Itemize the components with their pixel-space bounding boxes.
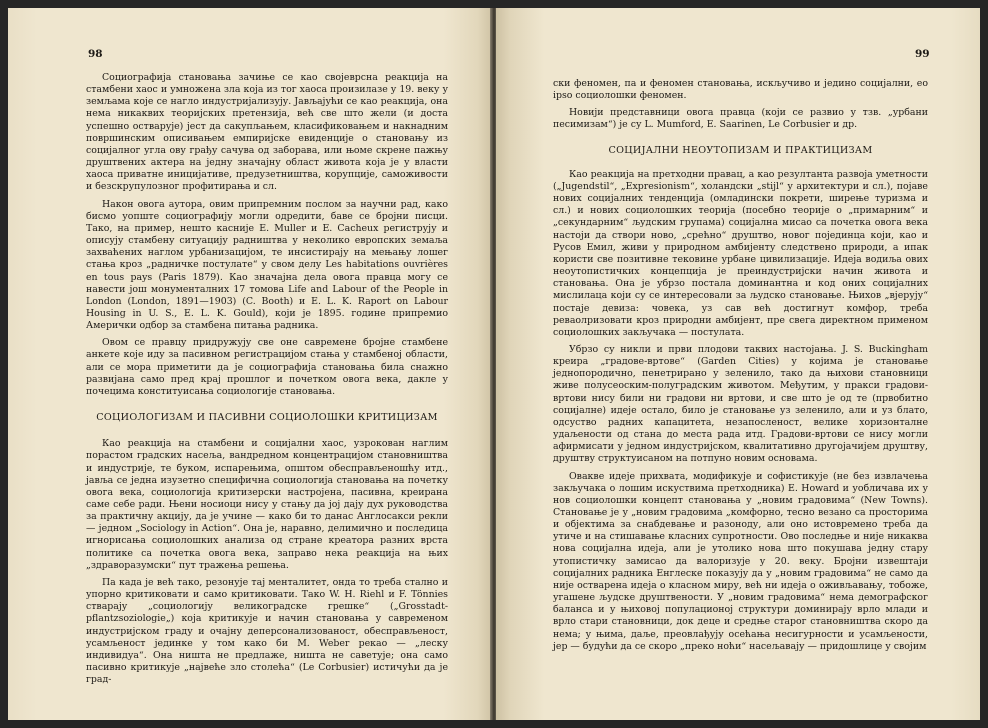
- left-page: [8, 8, 492, 720]
- section-heading: СОЦИЈАЛНИ НЕОУТОПИЗАМ И ПРАКТИЦИЗАМ: [608, 144, 873, 156]
- paragraph: Као реакција на стамбени и социјални хаос, узрокован наглим порастом градских насеља, вандредном концентрацијом становништва и индустрије, те буком, испарењима, општом обесправљеношћу итд., јавља се једна изузетно специфична социологија становања на почетку овога века, социологија критизерски настројена, пасивна, креирана саме себе ради. Њени носиоци нису у стању да јој дају дух руководства за практичну акцију, да је учине — како би то данас Англосакси рекли — једном „Sociology in Action“. Она је, наравно, делимично и последица игнорисања социолошких анализа од стране креатора разних врста политике са почетка овога века, заправо нека реакција на њих „здраворазумски“ пут тражења решења.: [86, 438, 448, 571]
- page-number-left: 98: [88, 48, 103, 60]
- paragraph: Овом се правцу придружују све оне савремене бројне стамбене анкете које иду за пасивном регистрацијом стања у стамбеној области, али се мора приметити да је социографија становања била снажно развијана само пред крај прошлог и почетком овога века, дакле у почецима конституисања социологије становања.: [86, 337, 448, 397]
- paragraph: Социографија становања зачиње се као својеврсна реакција на стамбени хаос и умножена зла која из тог хаоса произилазе у 19. веку у земљама које се нагло индустријализују. Јављајући се као реакција, она нема никаквих теоријских претензија, већ све што жели (и доста успешно остварује) јест да сакупљањем, класификовањем и накнадним површинским описивањем емпиријске евиденције о становању из социјалног угла ову грађу сачува од заборава, или њоме скрене пажњу друштвених актера на једну значајну област живота која је у власти хаоса приватне иницијативе, предузетништва, корупције, саможивости и безскрупулозног профитирања и сл.: [86, 72, 448, 193]
- paragraph: Убрзо су никли и први плодови таквих настојања. J. S. Buckingham креира „градове-вртове“ (Garden Cities) у којима је становање једнопородично, пенетрирано у зеленило, тако да њихови становници живе полусеоским-полуградским животом. Међутим, у пракси градови-вртови нису били ни градови ни вртови, и све што је од те (првобитно социјалне) идеје остало, било је становање уз зеленило, али и уз блато, одсуство радних капацитета, незапосленост, велике хоризонталне удаљености од стана до места рада итд. Градови-вртови се нису могли афирмисати у једном индустријском, квалитативно другојачијем друштву, друштву структуисаном на потпуно новим основама.: [553, 343, 928, 465]
- section-heading: СОЦИОЛОГИЗАМ И ПАСИВНИ СОЦИОЛОШКИ КРИТИЦИЗАМ: [96, 412, 438, 424]
- left-page-text: [86, 72, 448, 691]
- page-number-right: 99: [915, 48, 930, 60]
- right-page: [496, 8, 980, 720]
- right-page-text: [553, 78, 928, 658]
- paragraph: Па када је већ тако, резонује тај менталитет, онда то треба стално и упорно критиковати и само критиковати. Тако W. H. Riehl и F. Tönnies стварају „социологију великоградске грешке“ („Grosstadt-pflantzsoziologie„) која критикује и начин становања у савременом индустријском граду и очајну деперсонализованост, обесправљеност, усамљеност јединке у том како би M. Weber рекао — „леску индивидуа“. Она ништа не предлаже, ништа не саветује; она само пасивно критикује „највеће зло столећа“ (Le Corbusier) истичући да је град-: [86, 576, 448, 686]
- paragraph: Након овога аутора, овим припремним послом за научни рад, како бисмо уопште социографију могли одредити, баве се бројни писци. Тако, на пример, нешто касније E. Muller и E. Cacheux региструју и описују стамбену ситуацију радништва у неколико европских земаља захваћених наглом урбанизацијом, те инсистирају на мењању лошег стања кроз „радничке постулате“ у свом делу Les habitations ouvrières en tous pays (Paris 1879). Као значајна дела овога правца могу се навести још монументалних 17 томова Life and Labour of the People in London (London, 1891—1903) (C. Booth) и E. L. K. Raport on Labour Housing in U. S., E. L. K. Gould), који је 1895. године припремио Амерички одбор за стамбена питања радника.: [86, 198, 448, 332]
- paragraph: Овакве идеје прихвата, модификује и софистикује (не без извлачења закључака о лошим искуствима претходника) E. Howard и уобличава их у нов социолошки концепт становања у „новим градовима“ (New Towns). Становање је у „новим градовима „комфорно, тесно везано са просторима и објектима за снабдевање и разоноду, али оно истовремено треба да утиче и на стишавање класних супротности. Ово последње и није никаква нова социјална идеја, али је утолико нова што покушава једну стару утопистичку замисао да валоризује у 20. веку. Бројни извештаји социјалних радника Енглеске показују да у „новим градовима“ не само да није остварена идеја о класном миру, већ ни идеја о оживљавању, тобоже, угашене људске друштвености. У „новим градовима“ нема демографског баланса и у њиховој популационој структури доминирају врло млади и врло стари становници, док деце и средње старог становништва скоро да нема; у њима, даље, преовлађују осећања несигурности и усамљености, јер — будући да се скоро „преко ноћи“ насељавају — придошлице у својим: [553, 470, 928, 652]
- paragraph: Новији представници овога правца (који се развио у тзв. „урбани песимизам“) је су L. Mumford, E. Saarinen, Le Corbusier и др.: [553, 107, 928, 131]
- paragraph: ски феномен, па и феномен становања, искључиво и једино социјални, ео ipso социолошки феномен.: [553, 78, 928, 102]
- paragraph: Као реакција на претходни правац, а као резултанта развоја уметности („Jugendstil“, „Expresionism“, холандски „stijl“ у архитектури и сл.), појаве нових социјалних тенденција (омладински покрети, ширење туризма и сл.) и нових социолошких теорија (посебно теорије о „примарним“ и „секундарним“ људским групама) социјална мисао са почетка овога века настоји да створи ново, „срећно“ друштво, новог појединца који, као и Русов Емил, живи у природном амбијенту следствено природи, а ипак користи све позитивне тековине урбане цивилизације. Идеја водиља ових неоутопистичких концепција је преиндустријски начин живота и становања. Она је убрзо постала доминантна и код оних социјалних мислилаца који су се интересовали за људско становање. Њихов „вјерују“ постаје девиза: човека, уз сав већ достигнут комфор, треба реваолризовати кроз природни амбијент, пре свега директном применом социолошких закључака — постулата.: [553, 168, 928, 338]
